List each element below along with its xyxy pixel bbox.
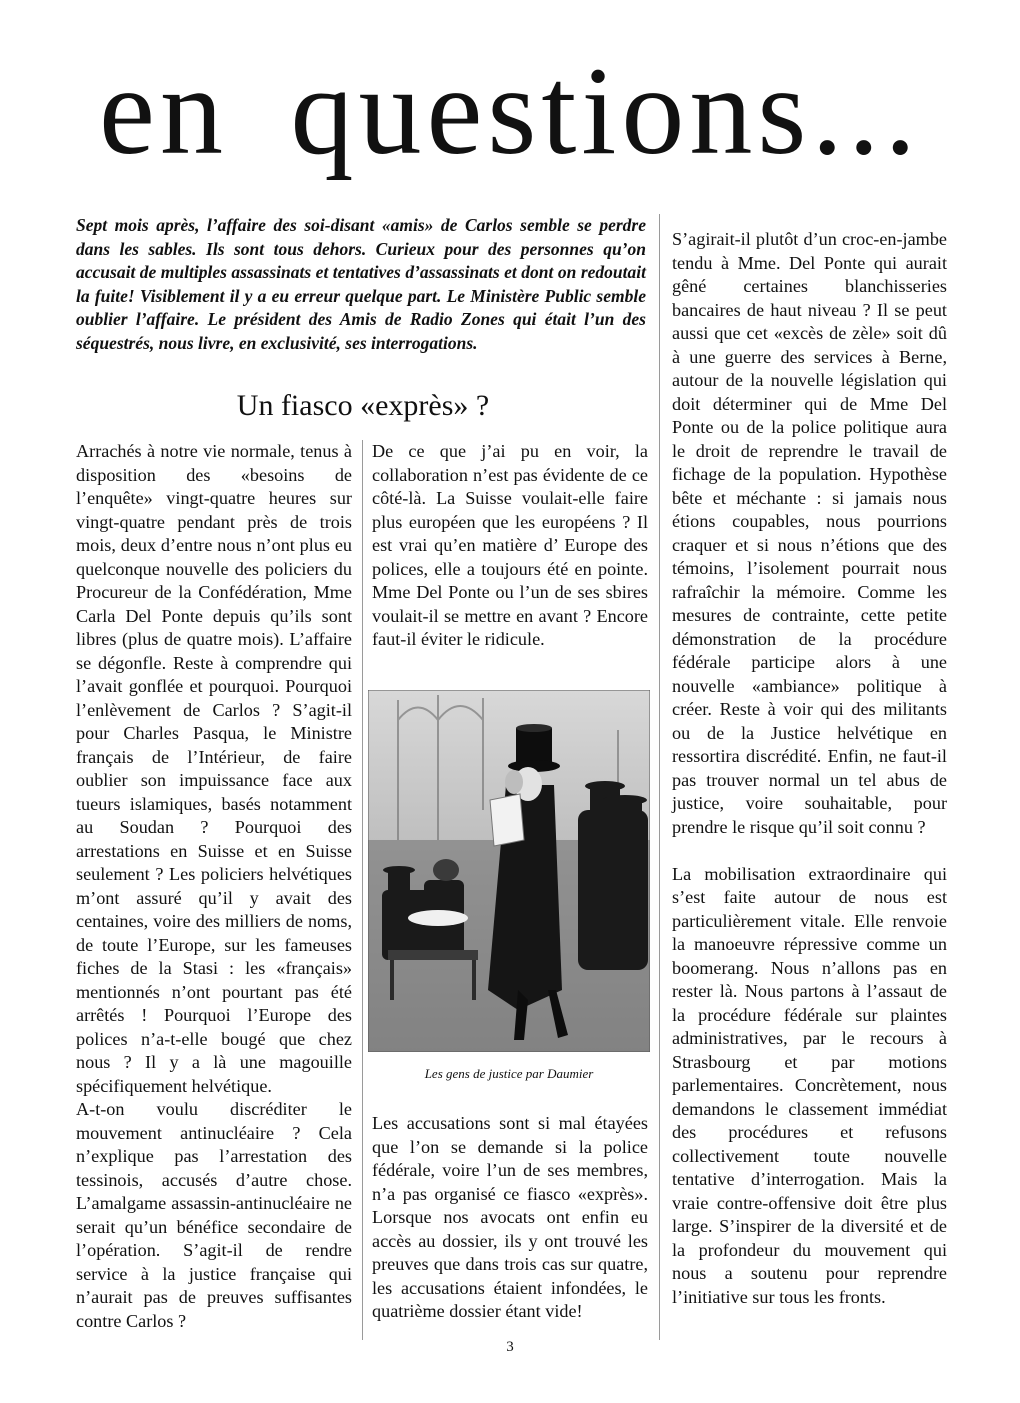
page-title: en questions...	[99, 42, 921, 181]
body-paragraph: Les accusations sont si mal étayées que l’on se demande si la police fédérale, voire l’un de ses membres, n’a pas organisé ce fiasco «exprès». Lorsque nos avocats ont enfin eu accès au dossier, ils y ont trouvé les preuves que dans trois cas sur quatre, les accusations étaient infondées, le quatrième dossier étant vide!	[372, 1113, 648, 1321]
column-divider	[362, 440, 363, 1340]
page-number: 3	[506, 1339, 514, 1355]
body-paragraph: A-t-on voulu discréditer le mouvement antinucléaire ? Cela n’explique pas l’arrestation des tessinois, accusés d’autre chose. L’amalgame assassin-antinucléaire ne serait qu’un bénéfice secondaire de l’opération. S’agit-il de rendre service à la justice française qui n’aurait pas de preuves suffisantes contre Carlos ?	[76, 1099, 352, 1331]
article-column-1	[76, 440, 352, 1333]
article-column-2-continued	[372, 1112, 648, 1324]
daumier-illustration	[368, 690, 650, 1052]
article-column-2	[372, 440, 648, 652]
body-paragraph: De ce que j’ai pu en voir, la collaboration n’est pas évidente de ce côté-là. La Suisse voulait-elle faire plus européen que les européens ? Il est vrai qu’en matière d’ Europe des polices, elle a toujours été en pointe. Mme Del Ponte ou l’un de ses sbires voulait-il se mettre en avant ? Encore faut-il éviter le ridicule.	[372, 441, 648, 649]
intro-paragraph: Sept mois après, l’affaire des soi-disant «amis» de Carlos semble se perdre dans les sables. Ils sont tous dehors. Curieux pour des personnes qu’on accusait de multiples assassinats et tentatives d’assassinats et dont on redoutait la fuite! Visiblement il y a eu erreur quelque part. Le Ministère Public semble oublier l’affaire. Le président des Amis de Radio Zones qui était l’un des séquestrés, nous livre, en exclusivité, ses interrogations.	[76, 215, 646, 353]
column-divider	[659, 214, 660, 1340]
article-column-3	[672, 228, 947, 1309]
body-paragraph: Arrachés à notre vie normale, tenus à disposition des «besoins de l’enquête» vingt-quatre heures sur vingt-quatre pendant près de trois mois, deux d’entre nous n’ont plus eu quelconque nouvelle des policiers du Procureur de la Confédération, Mme Carla Del Ponte depuis qu’ils sont libres (plus de quatre mois). L’affaire se dégonfle. Reste à comprendre qui l’avait gonflée et pourquoi. Pourquoi l’enlèvement de Carlos ? S’agit-il pour Charles Pasqua, le Ministre français de l’Intérieur, de faire oublier son impuissance face aux tueurs islamiques, basés notamment au Soudan ? Pourquoi des arrestations en Suisse et en Suisse seulement ? Les policiers helvétiques m’ont assuré qu’il y avait des centaines, voire des milliers de noms, de toute l’Europe, sur les fameuses fiches de la Stasi : les «français» mentionnés n’ont pourtant pas été arrêtés ! Pourquoi l’Europe des polices n’a-t-elle bougé que chez nous ? Il y a là une magouille spécifiquement helvétique.	[76, 441, 352, 1096]
body-paragraph: S’agirait-il plutôt d’un croc-en-jambe tendu à Mme. Del Ponte qui aurait gêné certaines blanchisseries bancaires de haut niveau ? Il se peut aussi que cet «excès de zèle» soit dû à une guerre des services à Berne, autour de la nouvelle législation qui doit déterminer qui de Mme Del Ponte ou de la police politique aura le droit de reprendre le travail de fichage de la population. Hypothèse bête et méchante : si jamais nous étions coupables, nous pourrions craquer et si nous n’étions que des témoins, l’isolement pourrait nous rafraîchir la mémoire. Comme les mesures de contrainte, cette petite démonstration de la procédure fédérale participe alors à une nouvelle «ambiance» politique à créer. Reste à voir qui des militants ou de la Justice helvétique en ressortira discrédité. Enfin, ne faut-il pas trouver normal un tel abus de justice, voire souhaitable, pour prendre le risque qu’il soit connu ?	[672, 229, 947, 837]
illustration-caption: Les gens de justice par Daumier	[424, 1066, 594, 1081]
section-heading: Un fiasco «exprès» ?	[236, 389, 490, 422]
body-paragraph: La mobilisation extraordinaire qui s’est faite autour de nous est particulièrement vitale. Elle renvoie la manoeuvre répressive comme un boomerang. Nous n’allons pas en rester là. Nous partons à l’assaut de la procédure fédérale sur plaintes administratives, par le recours à Strasbourg et par motions parlementaires. Concrètement, nous demandons le classement immédiat des procédures et refusons collectivement toute nouvelle tentative d’interrogation. Mais la vraie contre-offensive doit être plus large. S’inspirer de la diversité et de la profondeur du mouvement qui nous a soutenu pour reprendre l’initiative sur tous les fronts.	[672, 863, 947, 1307]
